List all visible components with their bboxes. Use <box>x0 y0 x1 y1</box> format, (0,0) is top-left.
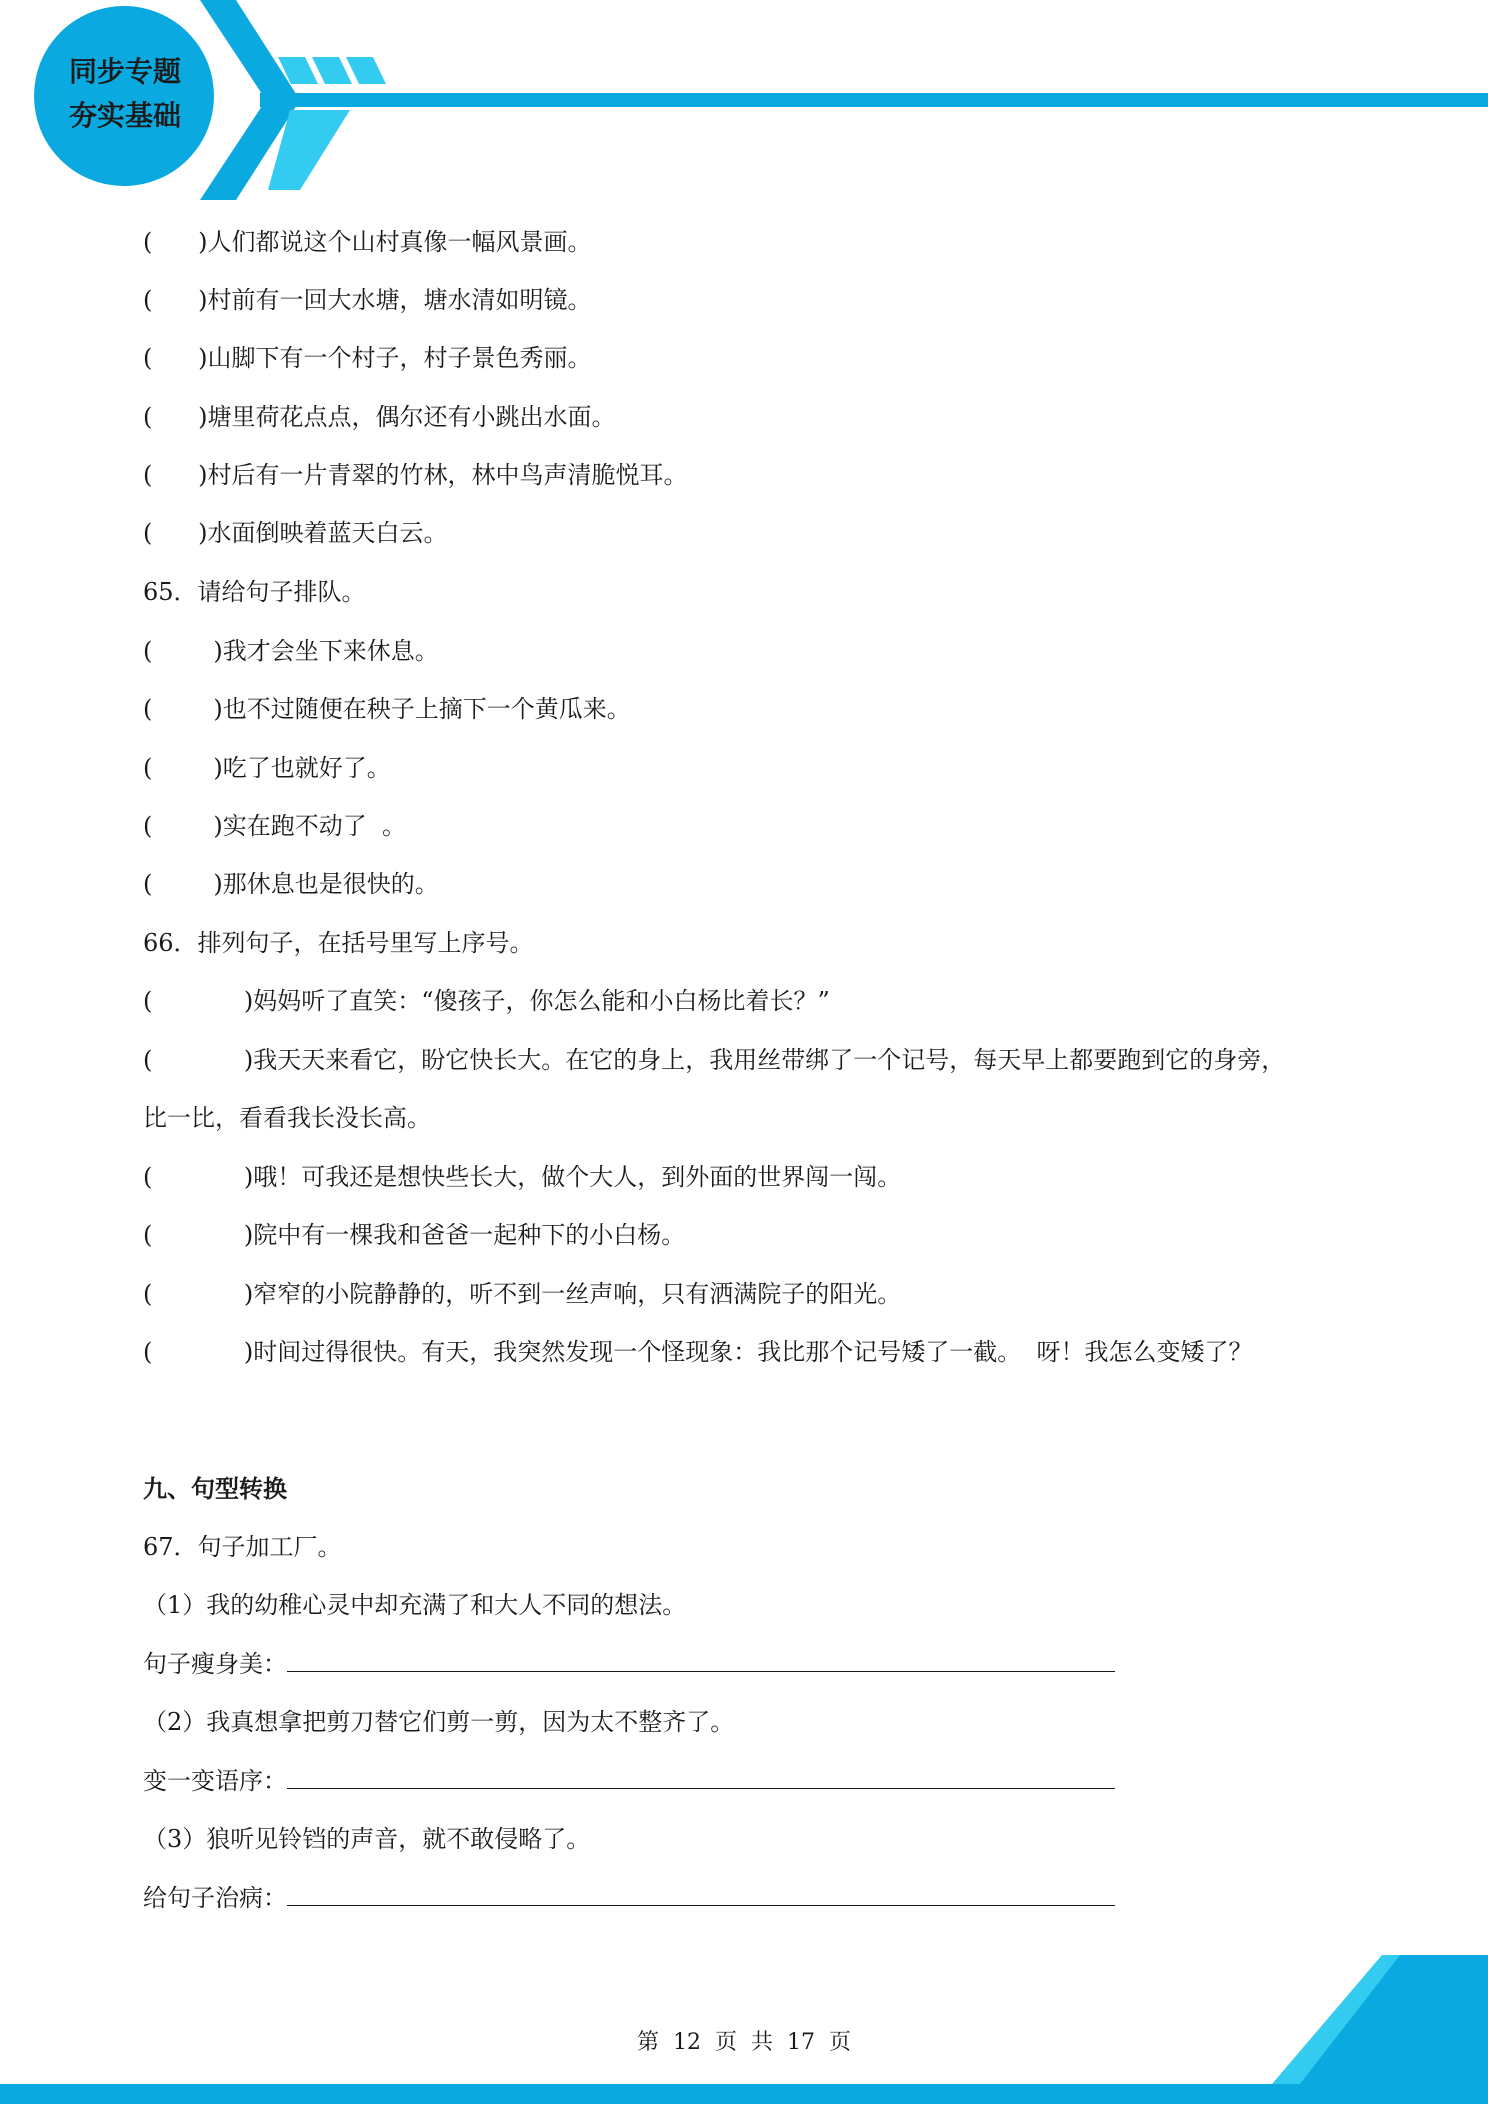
answer-bracket: ( ) <box>143 344 208 372</box>
answer-bracket: ( ) <box>143 1046 254 1074</box>
list-item <box>143 227 592 257</box>
sentence-text: 那休息也是很快的。 <box>222 870 439 898</box>
answer-bracket: ( ) <box>143 461 208 489</box>
section-heading: 九、句型转换 <box>143 1475 287 1503</box>
answer-bracket: ( ) <box>143 286 208 314</box>
list-item <box>143 343 592 373</box>
sentence-text: 我天天来看它，盼它快长大。在它的身上，我用丝带绑了一个记号，每天早上都要跑到它的身旁， <box>253 1046 1286 1074</box>
answer-bracket: ( ) <box>143 1221 254 1249</box>
exercise-sentence: （1）我的幼稚心灵中却充满了和大人不同的想法。 <box>143 1591 687 1619</box>
answer-bracket: ( ) <box>143 1163 254 1191</box>
sentence-text: 比一比，看看我长没长高。 <box>143 1104 431 1132</box>
answer-bracket: ( ) <box>143 1280 254 1308</box>
answer-prompt: 句子瘦身美： <box>143 1650 287 1678</box>
question-65-title: 65．请给句子排队。 <box>143 578 366 606</box>
list-item <box>143 811 406 841</box>
list-item <box>143 1162 901 1192</box>
answer-bracket: ( ) <box>143 695 223 723</box>
sentence-text: 哦！可我还是想快些长大，做个大人，到外面的世界闯一闯。 <box>253 1163 902 1191</box>
answer-row <box>143 1649 1115 1679</box>
answer-bracket: ( ) <box>143 987 254 1015</box>
header-banner <box>0 0 1488 200</box>
answer-prompt: 变一变语序： <box>143 1767 287 1795</box>
answer-bracket: ( ) <box>143 754 223 782</box>
sentence-text: 时间过得很快。有天，我突然发现一个怪现象：我比那个记号矮了一截。 呀！我怎么变矮了？ <box>253 1338 1253 1366</box>
list-item-continuation <box>143 1103 431 1133</box>
list-item <box>143 636 439 666</box>
answer-bracket: ( ) <box>143 1338 254 1366</box>
exercise-sentence: （3）狼听见铃铛的声音，就不敢侵略了。 <box>143 1825 591 1853</box>
badge-line-2: 夯实基础 <box>68 99 181 132</box>
answer-blank[interactable] <box>287 1649 1115 1672</box>
list-item <box>143 285 592 315</box>
answer-bracket: ( ) <box>143 228 208 256</box>
list-item <box>143 869 439 899</box>
answer-row <box>143 1883 1115 1913</box>
sentence-text: 人们都说这个山村真像一幅风景画。 <box>207 228 592 256</box>
answer-bracket: ( ) <box>143 870 223 898</box>
sentence-text: 也不过随便在秧子上摘下一个黄瓜来。 <box>222 695 631 723</box>
sentence-text: 山脚下有一个村子，村子景色秀丽。 <box>207 344 592 372</box>
page-number: 第 12 页 共 17 页 <box>637 2030 851 2055</box>
header-bar <box>260 93 1488 107</box>
header-dash-2 <box>312 57 352 84</box>
answer-bracket: ( ) <box>143 812 223 840</box>
sentence-text: 村后有一片青翠的竹林，林中鸟声清脆悦耳。 <box>207 461 688 489</box>
answer-row <box>143 1766 1115 1796</box>
list-item <box>143 1337 1253 1367</box>
list-item <box>143 518 448 548</box>
sentence-text: 我才会坐下来休息。 <box>222 637 439 665</box>
header-badge <box>40 50 210 138</box>
sentence-text: 吃了也就好了。 <box>222 754 391 782</box>
question-66-title: 66．排列句子，在括号里写上序号。 <box>143 929 534 957</box>
sentence-text: 实在跑不动了 。 <box>222 812 407 840</box>
exercise-sentence: （2）我真想拿把剪刀替它们剪一剪，因为太不整齐了。 <box>143 1708 735 1736</box>
sentence-text: 村前有一回大水塘，塘水清如明镜。 <box>207 286 592 314</box>
list-item <box>143 986 830 1016</box>
list-item <box>143 1279 901 1309</box>
answer-blank[interactable] <box>287 1883 1115 1906</box>
list-item <box>143 753 391 783</box>
sentence-text: 妈妈听了直笑：“傻孩子，你怎么能和小白杨比着长？” <box>253 987 830 1015</box>
answer-bracket: ( ) <box>143 403 208 431</box>
sentence-text: 窄窄的小院静静的，听不到一丝声响，只有洒满院子的阳光。 <box>253 1280 902 1308</box>
list-item <box>143 1220 685 1250</box>
footer-bar <box>0 2084 1488 2104</box>
list-item <box>143 694 631 724</box>
badge-line-1: 同步专题 <box>68 55 181 88</box>
list-item <box>143 402 616 432</box>
sentence-text: 水面倒映着蓝天白云。 <box>207 519 448 547</box>
list-item <box>143 460 688 490</box>
list-item <box>143 1045 1285 1075</box>
answer-prompt: 给句子治病： <box>143 1884 287 1912</box>
answer-bracket: ( ) <box>143 637 223 665</box>
header-dash-3 <box>346 57 386 84</box>
sentence-text: 院中有一棵我和爸爸一起种下的小白杨。 <box>253 1221 686 1249</box>
answer-bracket: ( ) <box>143 519 208 547</box>
sentence-text: 塘里荷花点点，偶尔还有小跳出水面。 <box>207 403 616 431</box>
question-67-title: 67．句子加工厂。 <box>143 1533 342 1561</box>
answer-blank[interactable] <box>287 1766 1115 1789</box>
